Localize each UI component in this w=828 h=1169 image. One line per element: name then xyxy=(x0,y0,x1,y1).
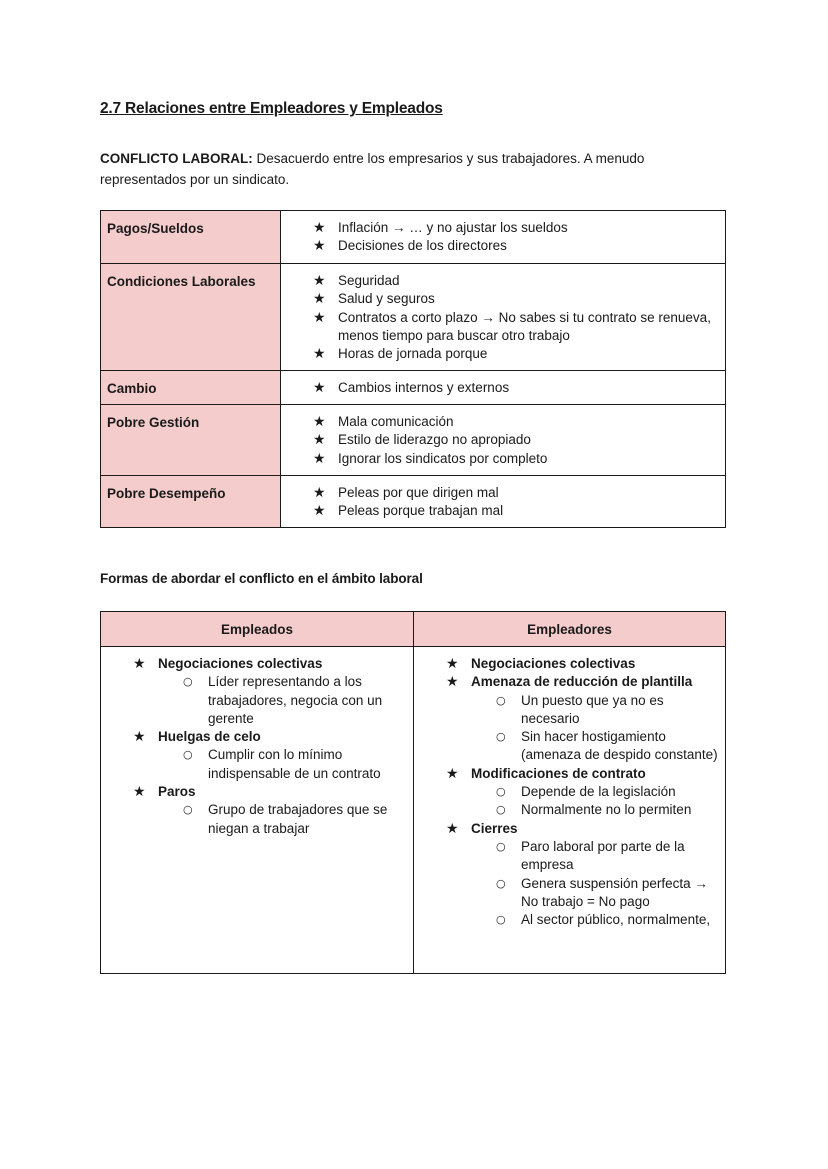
list-item: ★ Seguridad xyxy=(313,272,719,290)
header-empleados: Empleados xyxy=(101,612,414,647)
sub-item: ○ Al sector público, normalmente, xyxy=(496,911,719,929)
list-item xyxy=(446,765,719,820)
item-title: Paros xyxy=(158,784,196,800)
item-title: Negociaciones colectivas xyxy=(471,656,636,671)
sub-item: ○ Sin hacer hostigamiento (amenaza de despido constante) xyxy=(496,728,719,765)
causes-table xyxy=(100,210,726,528)
list-item xyxy=(446,820,719,930)
intro-definition: Desacuerdo entre los empresarios y sus trabajadores. A menudo representados por un sindicato. xyxy=(100,151,645,187)
row-label: Pobre Gestión xyxy=(101,405,281,476)
list-item: ★ Inflación → … y no ajustar los sueldos xyxy=(313,219,719,237)
list-item xyxy=(133,728,407,783)
table-row xyxy=(101,211,726,264)
row-content xyxy=(281,264,726,371)
list-item xyxy=(133,655,407,728)
sub-item: ○ Grupo de trabajadores que se niegan a trabajar xyxy=(183,801,407,838)
sub-item: ○ Genera suspensión perfecta → No trabajo = No pago xyxy=(496,875,719,912)
row-label: Pagos/Sueldos xyxy=(101,211,281,264)
sub-item: ○ Paro laboral por parte de la empresa xyxy=(496,838,719,875)
list-item xyxy=(133,783,407,838)
row-label: Pobre Desempeño xyxy=(101,476,281,528)
item-title: Cierres xyxy=(471,820,518,836)
empleados-cell xyxy=(101,647,414,974)
approach-table xyxy=(100,611,726,974)
section-title: 2.7 Relaciones entre Empleadores y Empleados xyxy=(100,100,443,117)
table-row xyxy=(101,264,726,371)
sub-item: ○ Depende de la legislación xyxy=(496,783,719,801)
sub-item: ○ Normalmente no lo permiten xyxy=(496,801,719,819)
list-item: ★ Decisiones de los directores xyxy=(313,237,719,255)
list-item: ★ Peleas por que dirigen mal xyxy=(313,484,719,502)
item-title: Huelgas de celo xyxy=(158,729,261,745)
sub-item: ○ Cumplir con lo mínimo indispensable de un contrato xyxy=(183,746,407,783)
list-item xyxy=(446,655,719,673)
row-content xyxy=(281,211,726,264)
intro-paragraph xyxy=(100,148,726,190)
list-item: ★ Salud y seguros xyxy=(313,290,719,308)
row-content xyxy=(281,476,726,528)
table-row xyxy=(101,405,726,476)
sub-item: ○ Líder representando a los trabajadores, negocia con un gerente xyxy=(183,673,407,728)
row-content xyxy=(281,371,726,405)
row-label: Condiciones Laborales xyxy=(101,264,281,371)
row-content xyxy=(281,405,726,476)
item-title: Negociaciones colectivas xyxy=(158,656,323,671)
table-row xyxy=(101,476,726,528)
header-row xyxy=(101,612,726,647)
list-item: ★ Ignorar los sindicatos por completo xyxy=(313,450,719,468)
item-title: Amenaza de reducción de plantilla xyxy=(471,674,693,690)
sub-item: ○ Un puesto que ya no es necesario xyxy=(496,692,719,729)
intro-term: CONFLICTO LABORAL: xyxy=(100,151,253,166)
list-item: ★ Peleas porque trabajan mal xyxy=(313,502,719,520)
list-item: ★ Horas de jornada porque xyxy=(313,345,719,363)
header-empleadores: Empleadores xyxy=(414,612,726,647)
item-title: Modificaciones de contrato xyxy=(471,765,646,781)
list-item: ★ Contratos a corto plazo → No sabes si tu contrato se renueva, menos tiempo para buscar otro trabajo xyxy=(313,309,719,346)
list-item: ★ Cambios internos y externos xyxy=(313,379,719,397)
list-item: ★ Estilo de liderazgo no apropiado xyxy=(313,431,719,449)
table-row xyxy=(101,647,726,974)
list-item: ★ Mala comunicación xyxy=(313,413,719,431)
list-item xyxy=(446,673,719,764)
row-label: Cambio xyxy=(101,371,281,405)
subtitle: Formas de abordar el conflicto en el ámbito laboral xyxy=(100,571,423,586)
empleadores-cell xyxy=(414,647,726,974)
table-row xyxy=(101,371,726,405)
